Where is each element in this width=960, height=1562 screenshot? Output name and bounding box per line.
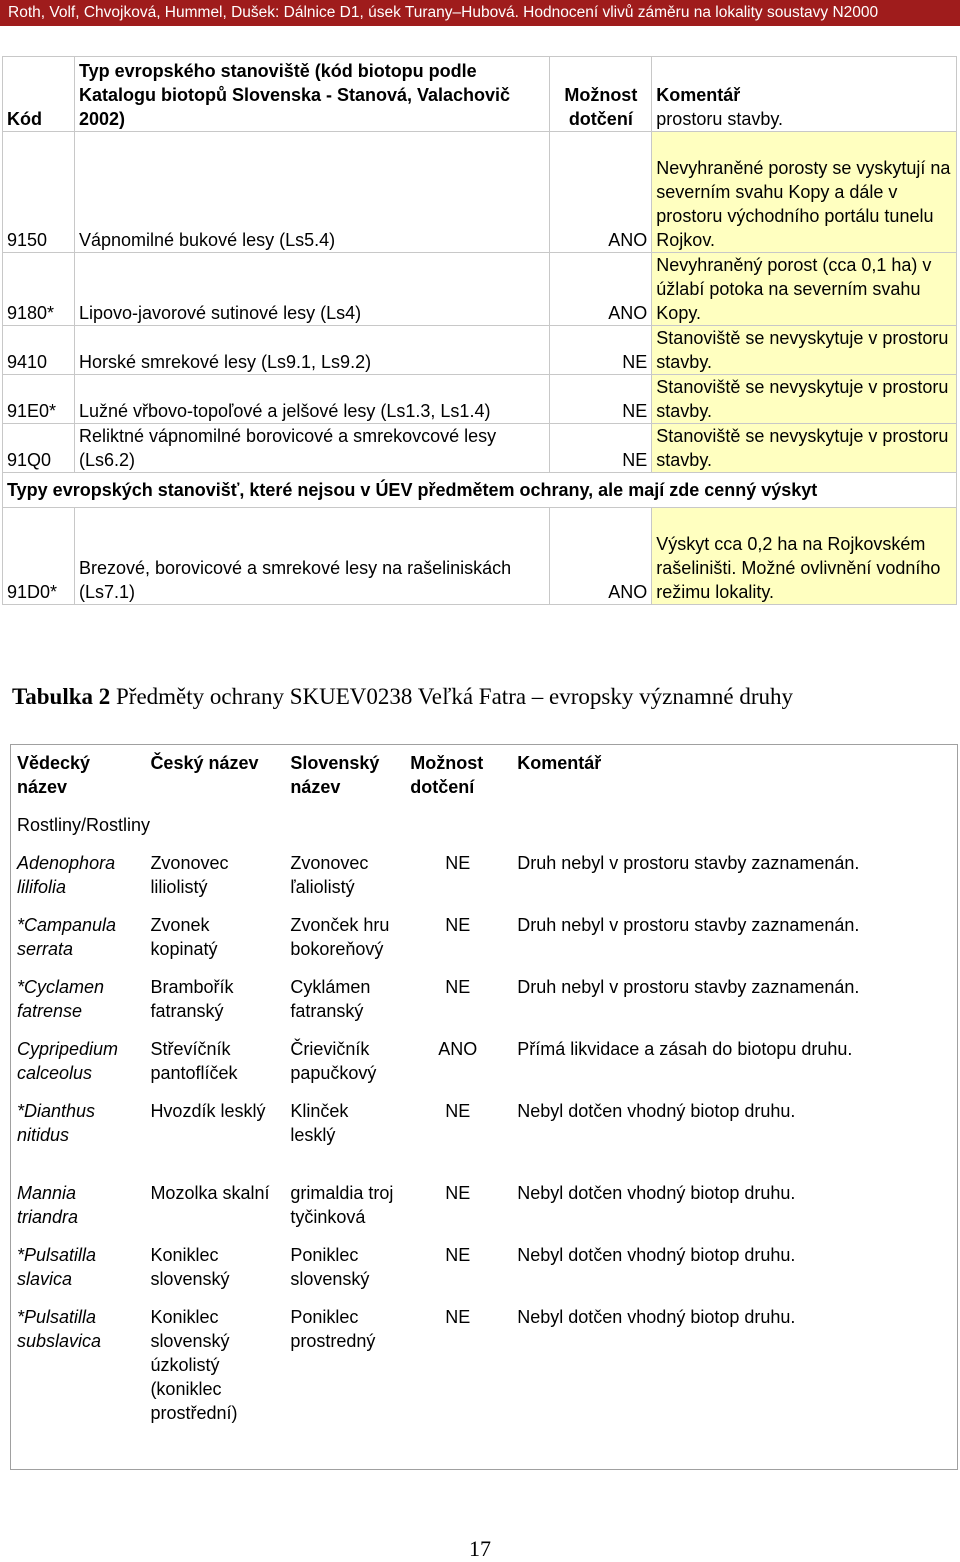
table-row: [11, 907, 958, 969]
slovak-name: Klinček lesklý: [290, 1101, 349, 1145]
slovak-name: Poniklec prostredný: [290, 1307, 376, 1351]
habitat-impact: ANO: [550, 508, 652, 605]
species-table-header: [11, 745, 958, 800]
czech-name: Koniklec slovenský úzkolistý (koniklec prostřední): [150, 1307, 238, 1423]
species-impact: NE: [445, 1307, 471, 1327]
species-impact: NE: [445, 853, 471, 873]
table-row: [11, 845, 958, 907]
scientific-name: *Campanula serrata: [17, 915, 117, 959]
table-row: [3, 424, 957, 473]
table-row: [11, 969, 958, 1031]
habitat-type: Horské smrekové lesy (Ls9.1, Ls9.2): [74, 326, 549, 375]
habitat-code: 91D0*: [3, 508, 75, 605]
species-table: [10, 744, 958, 1470]
table-caption: [12, 684, 793, 710]
habitat-comment: Výskyt cca 0,2 ha na Rojkovském rašeliništi. Možné ovlivnění vodního režimu lokality.: [652, 508, 957, 605]
species-comment: Nebyl dotčen vhodný biotop druhu.: [517, 1307, 796, 1327]
species-impact: NE: [445, 1245, 471, 1265]
group-label: Rostliny/Rostliny: [17, 815, 151, 835]
species-impact: NE: [445, 915, 471, 935]
header-sk: Slovenský název: [290, 753, 380, 797]
table-row: [3, 508, 957, 605]
scientific-name: *Pulsatilla subslavica: [17, 1307, 102, 1351]
table-row: [3, 326, 957, 375]
scientific-name: *Dianthus nitidus: [17, 1101, 96, 1145]
scientific-name: Mannia triandra: [17, 1183, 79, 1227]
czech-name: Brambořík fatranský: [150, 977, 234, 1021]
group-row: [11, 799, 958, 845]
header-code: Kód: [3, 57, 75, 132]
slovak-name: Zvonovec ľaliolistý: [290, 853, 369, 897]
species-impact: ANO: [438, 1039, 478, 1059]
habitat-type: Reliktné vápnomilné borovicové a smrekovcové lesy (Ls6.2): [74, 424, 549, 473]
habitat-comment: Stanoviště se nevyskytuje v prostoru stavby.: [652, 326, 957, 375]
habitat-impact: ANO: [550, 253, 652, 326]
habitat-impact: NE: [550, 375, 652, 424]
slovak-name: Črievičník papučkový: [290, 1039, 377, 1083]
species-impact: NE: [445, 1101, 471, 1121]
czech-name: Zvonovec liliolistý: [150, 853, 229, 897]
habitat-comment: Stanoviště se nevyskytuje v prostoru stavby.: [652, 424, 957, 473]
czech-name: Koniklec slovenský: [150, 1245, 230, 1289]
slovak-name: Poniklec slovenský: [290, 1245, 370, 1289]
slovak-name: Zvonček hrubokoreňový: [290, 915, 390, 959]
habitat-type: Brezové, borovicové a smrekové lesy na rašeliniskách (Ls7.1): [74, 508, 549, 605]
habitat-type: Lipovo-javorové sutinové lesy (Ls4): [74, 253, 549, 326]
caption-text: Předměty ochrany SKUEV0238 Veľká Fatra – evropsky významné druhy: [116, 684, 794, 709]
species-comment: Nebyl dotčen vhodný biotop druhu.: [517, 1245, 796, 1265]
header-type: Typ evropského stanoviště (kód biotopu podle Katalogu biotopů Slovenska - Stanová, Valachovič 2002): [74, 57, 549, 132]
czech-name: Mozolka skalní: [150, 1183, 270, 1203]
scientific-name: *Cyclamen fatrense: [17, 977, 105, 1021]
habitat-type: Vápnomilné bukové lesy (Ls5.4): [74, 132, 549, 253]
czech-name: Hvozdík lesklý: [150, 1101, 266, 1121]
species-impact: NE: [445, 977, 471, 997]
page-number: 17: [469, 1536, 491, 1561]
table-row: [3, 132, 957, 253]
habitat-impact: ANO: [550, 132, 652, 253]
header-impact: Možnost dotčení: [410, 753, 484, 797]
habitat-code: 91Q0: [3, 424, 75, 473]
running-header: Roth, Volf, Chvojková, Hummel, Dušek: Dálnice D1, úsek Turany–Hubová. Hodnocení vlivů záměru na lokality soustavy N2000: [0, 0, 960, 26]
table-row: [11, 1299, 958, 1469]
species-comment: Nebyl dotčen vhodný biotop druhu.: [517, 1101, 796, 1121]
table-row: [11, 1093, 958, 1155]
habitat-code: 9150: [3, 132, 75, 253]
habitat-impact: NE: [550, 424, 652, 473]
table-row: [3, 375, 957, 424]
slovak-name: Cyklámen fatranský: [290, 977, 371, 1021]
species-comment: Druh nebyl v prostoru stavby zaznamenán.: [517, 853, 860, 873]
habitat-code: 91E0*: [3, 375, 75, 424]
header-cz: Český název: [150, 753, 259, 773]
table-row: [3, 253, 957, 326]
section-title: Typy evropských stanovišť, které nejsou v ÚEV předmětem ochrany, ale mají zde cenný výskyt: [3, 473, 957, 508]
header-comment: Komentář prostoru stavby.: [652, 57, 957, 132]
habitat-code: 9180*: [3, 253, 75, 326]
czech-name: Střevíčník pantoflíček: [150, 1039, 238, 1083]
habitat-code: 9410: [3, 326, 75, 375]
header-impact: Možnost dotčení: [550, 57, 652, 132]
table-row: [11, 1237, 958, 1299]
scientific-name: Cypripedium calceolus: [17, 1039, 119, 1083]
habitat-comment: Stanoviště se nevyskytuje v prostoru stavby.: [652, 375, 957, 424]
species-comment: Druh nebyl v prostoru stavby zaznamenán.: [517, 977, 860, 997]
slovak-name: grimaldia trojtyčinková: [290, 1183, 394, 1227]
section-row: [3, 473, 957, 508]
caption-label: Tabulka 2: [12, 684, 111, 709]
species-impact: NE: [445, 1183, 471, 1203]
habitat-table: [2, 56, 957, 605]
species-comment: Druh nebyl v prostoru stavby zaznamenán.: [517, 915, 860, 935]
habitat-impact: NE: [550, 326, 652, 375]
species-comment: Nebyl dotčen vhodný biotop druhu.: [517, 1183, 796, 1203]
scientific-name: Adenophora lilifolia: [17, 853, 116, 897]
scientific-name: *Pulsatilla slavica: [17, 1245, 97, 1289]
header-comment: Komentář: [517, 753, 602, 773]
table-row: [11, 1155, 958, 1237]
habitat-comment: Nevyhraněný porost (cca 0,1 ha) v úžlabí potoka na severním svahu Kopy.: [652, 253, 957, 326]
habitat-type: Lužné vřbovo-topoľové a jelšové lesy (Ls1.3, Ls1.4): [74, 375, 549, 424]
habitat-comment: Nevyhraněné porosty se vyskytují na severním svahu Kopy a dále v prostoru východního portálu tunelu Rojkov.: [652, 132, 957, 253]
table-row: [11, 1031, 958, 1093]
species-comment: Přímá likvidace a zásah do biotopu druhu.: [517, 1039, 853, 1059]
habitat-table-header: [3, 57, 957, 132]
header-sci: Vědecký název: [17, 753, 91, 797]
czech-name: Zvonek kopinatý: [150, 915, 218, 959]
